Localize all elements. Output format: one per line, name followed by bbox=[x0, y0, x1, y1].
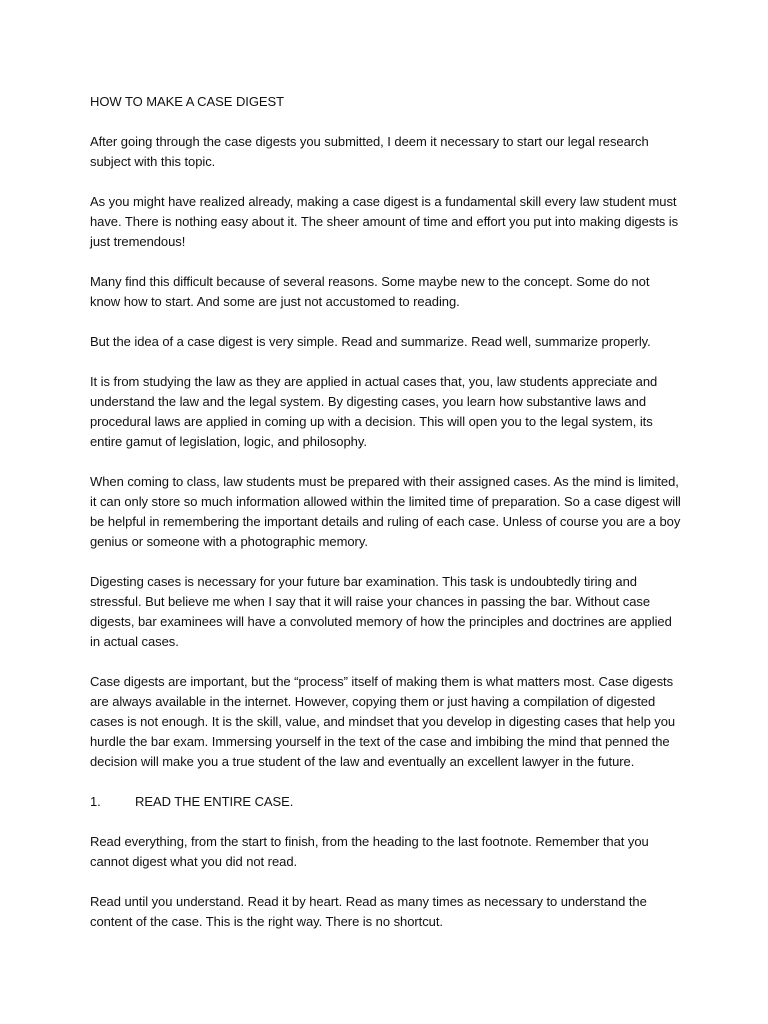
paragraph-read-until-understand: Read until you understand. Read it by heart. Read as many times as necessary to understand the content of the case. This is the right way. There is no shortcut. bbox=[90, 894, 647, 929]
section-number: 1. bbox=[90, 794, 101, 809]
section-title: READ THE ENTIRE CASE. bbox=[135, 794, 294, 809]
paragraph-fundamental-skill: As you might have realized already, making a case digest is a fundamental skill every law student must have. There is nothing easy about it. The sheer amount of time and effort you put into making digests is just tremendous! bbox=[90, 194, 679, 249]
paragraph-simple-idea: But the idea of a case digest is very simple. Read and summarize. Read well, summarize properly. bbox=[90, 334, 651, 349]
paragraph-read-everything: Read everything, from the start to finish, from the heading to the last footnote. Remember that you cannot digest what you did not read. bbox=[90, 834, 649, 869]
document-title: HOW TO MAKE A CASE DIGEST bbox=[90, 94, 285, 109]
paragraph-bar-exam: Digesting cases is necessary for your future bar examination. This task is undoubtedly tiring and stressful. But believe me when I say that it will raise your chances in passing the bar. Without case digests, bar examinees will have a convoluted memory of how the principles and doctrines are applied in actual cases. bbox=[90, 574, 672, 649]
section-heading bbox=[90, 792, 682, 812]
paragraph-difficulty: Many find this difficult because of several reasons. Some maybe new to the concept. Some do not know how to start. And some are just not accustomed to reading. bbox=[90, 274, 650, 309]
document-body bbox=[90, 92, 682, 952]
paragraph-intro: After going through the case digests you submitted, I deem it necessary to start our legal research subject with this topic. bbox=[90, 134, 649, 169]
paragraph-process: Case digests are important, but the “process” itself of making them is what matters most. Case digests are always available in the internet. However, copying them or just having a compilation of digested cases is not enough. It is the skill, value, and mindset that you develop in digesting cases that help you hurdle the bar exam. Immersing yourself in the text of the case and imbibing the mind that penned the decision will make you a true student of the law and eventually an excellent lawyer in the future. bbox=[90, 674, 676, 769]
paragraph-coming-to-class: When coming to class, law students must be prepared with their assigned cases. As the mind is limited, it can only store so much information allowed within the limited time of preparation. So a case digest will be helpful in remembering the important details and ruling of each case. Unless of course you are a boy genius or someone with a photographic memory. bbox=[90, 474, 681, 549]
paragraph-studying-law: It is from studying the law as they are applied in actual cases that, you, law students appreciate and understand the law and the legal system. By digesting cases, you learn how substantive laws and procedural laws are applied in coming up with a decision. This will open you to the legal system, its entire gamut of legislation, logic, and philosophy. bbox=[90, 374, 658, 449]
